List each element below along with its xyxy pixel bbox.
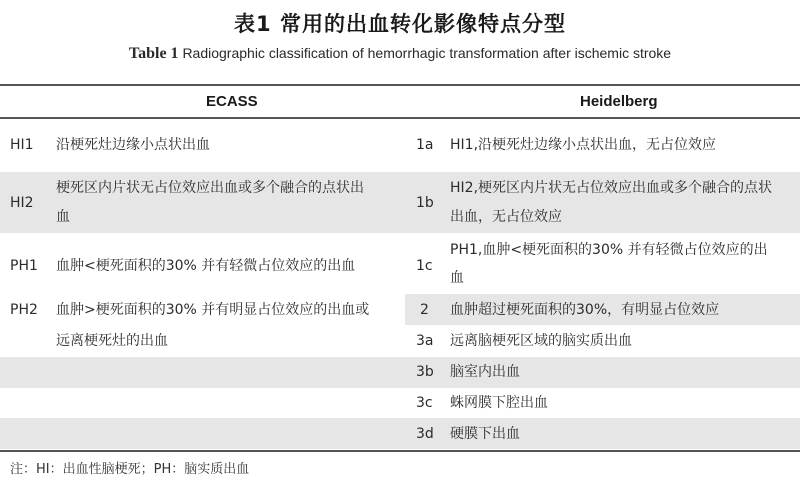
row-band-3b bbox=[0, 357, 800, 388]
ecass-desc-ph2-l1: 血肿>梗死面积的30% 并有明显占位效应的出血或 bbox=[56, 302, 370, 318]
top-rule bbox=[0, 84, 800, 86]
ecass-code-hi1: HI1 bbox=[10, 137, 34, 153]
heidelberg-desc-1c-l1: PH1,血肿<梗死面积的30% 并有轻微占位效应的出 bbox=[450, 242, 768, 258]
table-footnote: 注：HI：出血性脑梗死；PH：脑实质出血 bbox=[10, 462, 250, 477]
ecass-code-hi2: HI2 bbox=[10, 195, 34, 211]
heidelberg-code-3a: 3a bbox=[416, 333, 434, 349]
heidelberg-desc-1c-l2: 血 bbox=[450, 270, 464, 286]
header-ecass: ECASS bbox=[206, 93, 258, 110]
ecass-code-ph2: PH2 bbox=[10, 302, 38, 318]
heidelberg-desc-3a: 远离脑梗死区域的脑实质出血 bbox=[450, 333, 632, 349]
table-title-en-text: Radiographic classification of hemorrhagic transformation after ischemic stroke bbox=[182, 45, 672, 61]
heidelberg-desc-3d: 硬膜下出血 bbox=[450, 426, 520, 442]
heidelberg-desc-3c: 蛛网膜下腔出血 bbox=[450, 395, 548, 411]
header-heidelberg: Heidelberg bbox=[580, 93, 658, 110]
heidelberg-code-1c: 1c bbox=[416, 258, 433, 274]
bottom-rule bbox=[0, 450, 800, 452]
table-title-zh: 表1 常用的出血转化影像特点分型 bbox=[234, 12, 566, 36]
heidelberg-code-3b: 3b bbox=[416, 364, 434, 380]
heidelberg-desc-1b-l1: HI2,梗死区内片状无占位效应出血或多个融合的点状 bbox=[450, 180, 773, 196]
header-rule bbox=[0, 117, 800, 119]
heidelberg-code-1b: 1b bbox=[416, 195, 434, 211]
ecass-code-ph1: PH1 bbox=[10, 258, 38, 274]
ecass-desc-hi2-l2: 血 bbox=[56, 209, 70, 225]
ecass-desc-hi1: 沿梗死灶边缘小点状出血 bbox=[56, 137, 210, 153]
ecass-desc-hi2-l1: 梗死区内片状无占位效应出血或多个融合的点状出 bbox=[56, 180, 364, 196]
heidelberg-desc-2: 血肿超过梗死面积的30%，有明显占位效应 bbox=[450, 302, 720, 318]
heidelberg-code-2: 2 bbox=[420, 302, 429, 318]
table-title-en bbox=[0, 45, 800, 63]
ecass-desc-ph2-l2: 远离梗死灶的出血 bbox=[56, 333, 168, 349]
heidelberg-desc-1a: HI1,沿梗死灶边缘小点状出血，无占位效应 bbox=[450, 137, 717, 153]
ecass-desc-ph1: 血肿<梗死面积的30% 并有轻微占位效应的出血 bbox=[56, 258, 356, 274]
heidelberg-code-3c: 3c bbox=[416, 395, 433, 411]
heidelberg-code-3d: 3d bbox=[416, 426, 434, 442]
heidelberg-desc-3b: 脑室内出血 bbox=[450, 364, 520, 380]
row-band-3d bbox=[0, 418, 800, 449]
table-number: Table 1 bbox=[128, 45, 179, 62]
heidelberg-code-1a: 1a bbox=[416, 137, 434, 153]
heidelberg-desc-1b-l2: 出血，无占位效应 bbox=[450, 209, 562, 225]
